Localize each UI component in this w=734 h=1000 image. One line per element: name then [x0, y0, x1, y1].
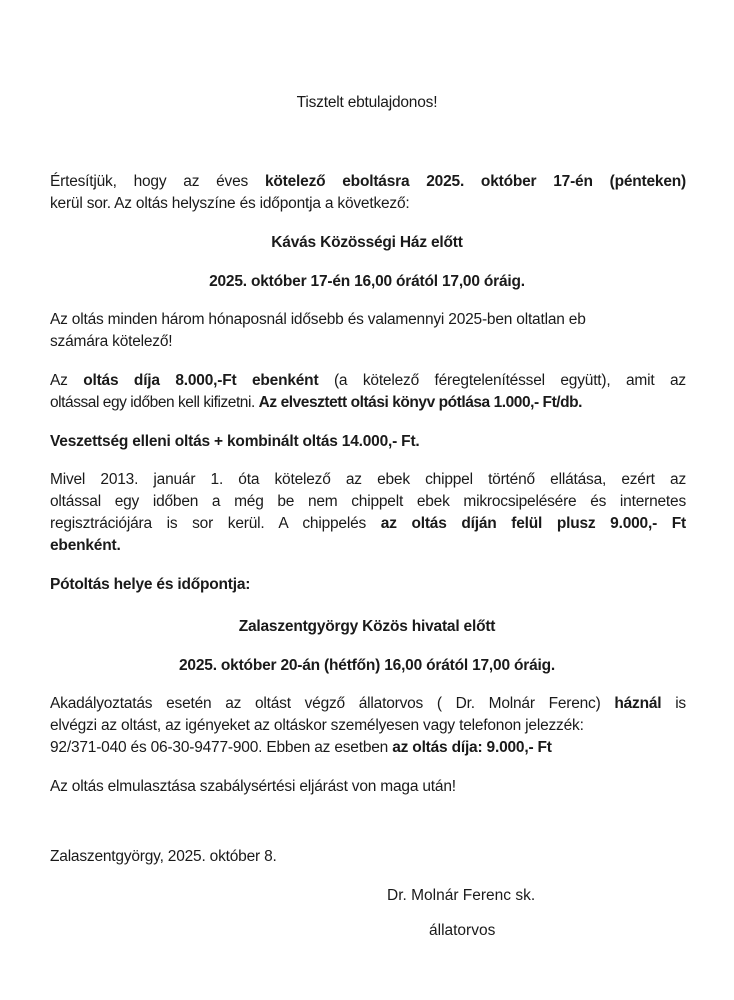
chip-line-2: oltással egy időben a még be nem chippelt ebek mikrocsipelésére és internetes: [50, 493, 686, 510]
chip-per-dog-bold: ebenként.: [50, 537, 121, 554]
time-2: [0, 655, 734, 677]
mandatory-line-1: Az oltás minden három hónaposnál idősebb és valamennyi 2025-ben oltatlan eb: [50, 311, 586, 328]
location-1: [0, 232, 734, 254]
fee-text-a: Az: [50, 372, 84, 389]
chip-text: regisztrációjára is sor kerül. A chippelés: [50, 515, 381, 532]
home-text-c: is: [661, 695, 686, 712]
greeting: Tisztelt ebtulajdonos!: [296, 94, 438, 111]
home-line-2: elvégzi az oltást, az igényeket az oltáskor személyesen vagy telefonon jelezzék:: [50, 717, 584, 734]
fee-line-2: [50, 392, 686, 414]
signature-name: Dr. Molnár Ferenc sk.: [387, 887, 536, 904]
fee-line-1: [50, 370, 686, 392]
signature-title: állatorvos: [429, 922, 496, 939]
makeup-heading-text: Pótoltás helye és időpontja:: [50, 576, 251, 593]
home-text-a: Akadályoztatás esetén az oltást végző állatorvos ( Dr. Molnár Ferenc): [50, 695, 615, 712]
lost-booklet-fee-bold: Az elvesztett oltási könyv pótlása 1.000,- Ft/db.: [258, 394, 583, 411]
chip-line-4: [50, 535, 686, 557]
time-1: [0, 271, 734, 293]
warning: Az oltás elmulasztása szabálysértési eljárást von maga után!: [50, 778, 456, 795]
home-line-3: [50, 737, 686, 759]
time-1-text: 2025. október 17-én 16,00 órától 17,00 óráig.: [209, 273, 525, 290]
phone-numbers: 92/371-040 és 06-30-9477-900. Ebben az esetben: [50, 739, 393, 756]
mandatory-line-2: számára kötelező!: [50, 333, 173, 350]
intro-text: Értesítjük, hogy az éves: [50, 173, 265, 190]
location-2-text: Zalaszentgyörgy Közös hivatal előtt: [238, 618, 496, 635]
place-date: Zalaszentgyörgy, 2025. október 8.: [50, 848, 277, 865]
makeup-heading: [50, 574, 686, 596]
fee-text-c: (a kötelező féregtelenítéssel együtt), amit az: [318, 372, 686, 389]
chip-fee-bold: az oltás díján felül plusz 9.000,- Ft: [380, 515, 686, 532]
home-visit-bold: háznál: [614, 695, 662, 712]
fee-amount-bold: oltás díja 8.000,-Ft ebenként: [83, 372, 319, 389]
location-2: [0, 616, 734, 638]
combined-vaccine: [50, 431, 686, 453]
chip-line-1: Mivel 2013. január 1. óta kötelező az ebek chippel történő ellátása, ezért az: [50, 471, 686, 488]
intro-line-1: [50, 171, 686, 193]
location-1-text: Kávás Közösségi Ház előtt: [271, 234, 463, 251]
time-2-text: 2025. október 20-án (hétfőn) 16,00 órától 17,00 óráig.: [179, 657, 555, 674]
home-fee-bold: az oltás díja: 9.000,- Ft: [392, 739, 552, 756]
home-line-1: [50, 693, 686, 715]
chip-line-3: [50, 513, 686, 535]
combined-vaccine-text: Veszettség elleni oltás + kombinált oltás 14.000,- Ft.: [50, 433, 420, 450]
fee-text-pay: oltással egy időben kell kifizetni.: [50, 394, 259, 411]
intro-date-bold: kötelező eboltásra 2025. október 17-én (pénteken): [264, 173, 687, 190]
intro-line-2: kerül sor. Az oltás helyszíne és időpontja a következő:: [50, 195, 410, 212]
